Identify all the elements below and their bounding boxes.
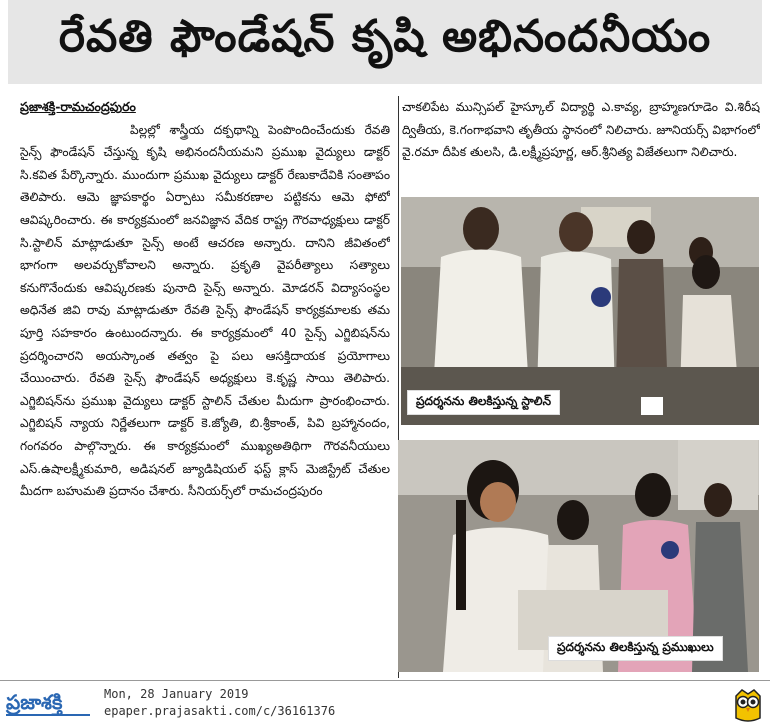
article-body-continued: చాకలిపేట మున్సిపల్ హైస్కూల్ విద్యార్థి ఎ.కావ్య, బ్రాహ్మణగూడెం వి.శిరీష ద్వితీయ, కె.గంగాభవాని తృతీయ స్థానంలో నిలిచారు. జూనియర్స్ విభాగంలో వై.రమా దీపిక తులసి, డి.లక్ష్మీప్రపూర్ణ, ఆర్.శ్రీనిత్య విజేతలుగా నిలిచారు. bbox=[402, 100, 760, 160]
headline-band bbox=[8, 0, 762, 84]
article-body-paragraph: పిల్లల్లో శాస్త్రీయ దక్పథాన్ని పెంపొందించేందుకు రేవతి సైన్స్ ఫౌండేషన్ చేస్తున్న కృషి అభినందనీయమని ప్రముఖ వైద్యులు డాక్టర్ సి.కవిత పేర్కొన్నారు. ముందుగా ప్రముఖ వైద్యులు డాక్టర్ రేణుకాదేవికి సంతాపం తెలిపారు. ఆమె జ్ఞాపకార్థం ఏర్పాటు సమీకరణాల పట్టికను ఆమె ఫోటో ఆవిష్కరించారు. ఈ కార్యక్రమంలో జనవిజ్ఞాన వేదిక రాష్ట్ర గౌరవాధ్యక్షులు డాక్టర్ సి.స్టాలిన్ మాట్లాడుతూ సైన్స్ అంటే ఆచరణ అన్నారు. దానిని జీవితంలో భాగంగా అలవర్చుకోవాలని అన్నారు. ప్రకృతి వైపరీత్యాలు సత్యాలు కనుగొనేందుకు ఆవిష్కరణకు పునాది సైన్స్ అన్నారు. మోడరన్ విద్యాసంస్థల అధినేత జివి రావు మాట్లాడుతూ రేవతి సైన్స్ ఫౌండేషన్ కార్యక్రమాలకు తమ పూర్తి సహకారం ఉంటుందన్నారు. ఈ కార్యక్రమంలో 40 సైన్స్ ఎగ్జిబిషన్‌ను ప్రదర్శించారని అయస్కాంత తత్వం పై పలు ఆసక్తిదాయక ప్రయోగాలు చేయించారు. రేవతి సైన్స్ ఫౌండేషన్ అధ్యక్షులు కె.కృష్ణ సాయి తెలిపారు. ఎగ్జిబిషన్‌ను ప్రముఖ వైద్యులు డాక్టర్ స్టాలిన్ చేతుల మీదుగా ప్రారంభించారు. ఎగ్జిబిషన్ న్యాయ నిర్ణేతలుగా డాక్టర్ కె.జ్యోతి, బి.శ్రీకాంత్, పివి బ్రహ్మానందం, గంగవరం పాల్గొన్నారు. ఈ కార్యక్రమంలో ముఖ్యఅతిథిగా గౌరవనీయులు ఎస్.ఉషాలక్ష్మీకుమారి, అడిషనల్ జ్యూడిషియల్ ఫస్ట్ క్లాస్ మెజిస్ట్రేట్ చేతుల మీదగా బహుమతి ప్రదానం చేశారు. సీనియర్స్‌లో రామచంద్రపురం bbox=[20, 122, 390, 499]
article-byline: ప్రజాశక్తి-రామచంద్రపురం bbox=[20, 99, 136, 114]
photo-dignitaries-viewing-exhibit bbox=[398, 440, 759, 672]
owl-mascot-icon bbox=[732, 688, 764, 722]
epaper-url[interactable]: epaper.prajasakti.com/c/36161376 bbox=[104, 704, 336, 718]
article-headline: రేవతి ఫౌండేషన్ కృషి అభినందనీయం bbox=[58, 11, 712, 62]
article-left-column bbox=[20, 96, 390, 676]
footer-info bbox=[104, 686, 335, 720]
photo-stalin-viewing-exhibit bbox=[401, 197, 759, 425]
logo-wordmark: ప్రజాశక్తి bbox=[6, 690, 63, 714]
photo-caption: ప్రదర్శనను తిలకిస్తున్న ప్రముఖులు bbox=[548, 636, 723, 661]
prajasakti-logo bbox=[4, 684, 94, 722]
article-right-column bbox=[402, 96, 760, 188]
footer-divider bbox=[0, 680, 770, 681]
publication-date: Mon, 28 January 2019 bbox=[104, 687, 249, 701]
photo-caption: ప్రదర్శనను తిలకిస్తున్న స్టాలిన్ bbox=[407, 390, 560, 415]
